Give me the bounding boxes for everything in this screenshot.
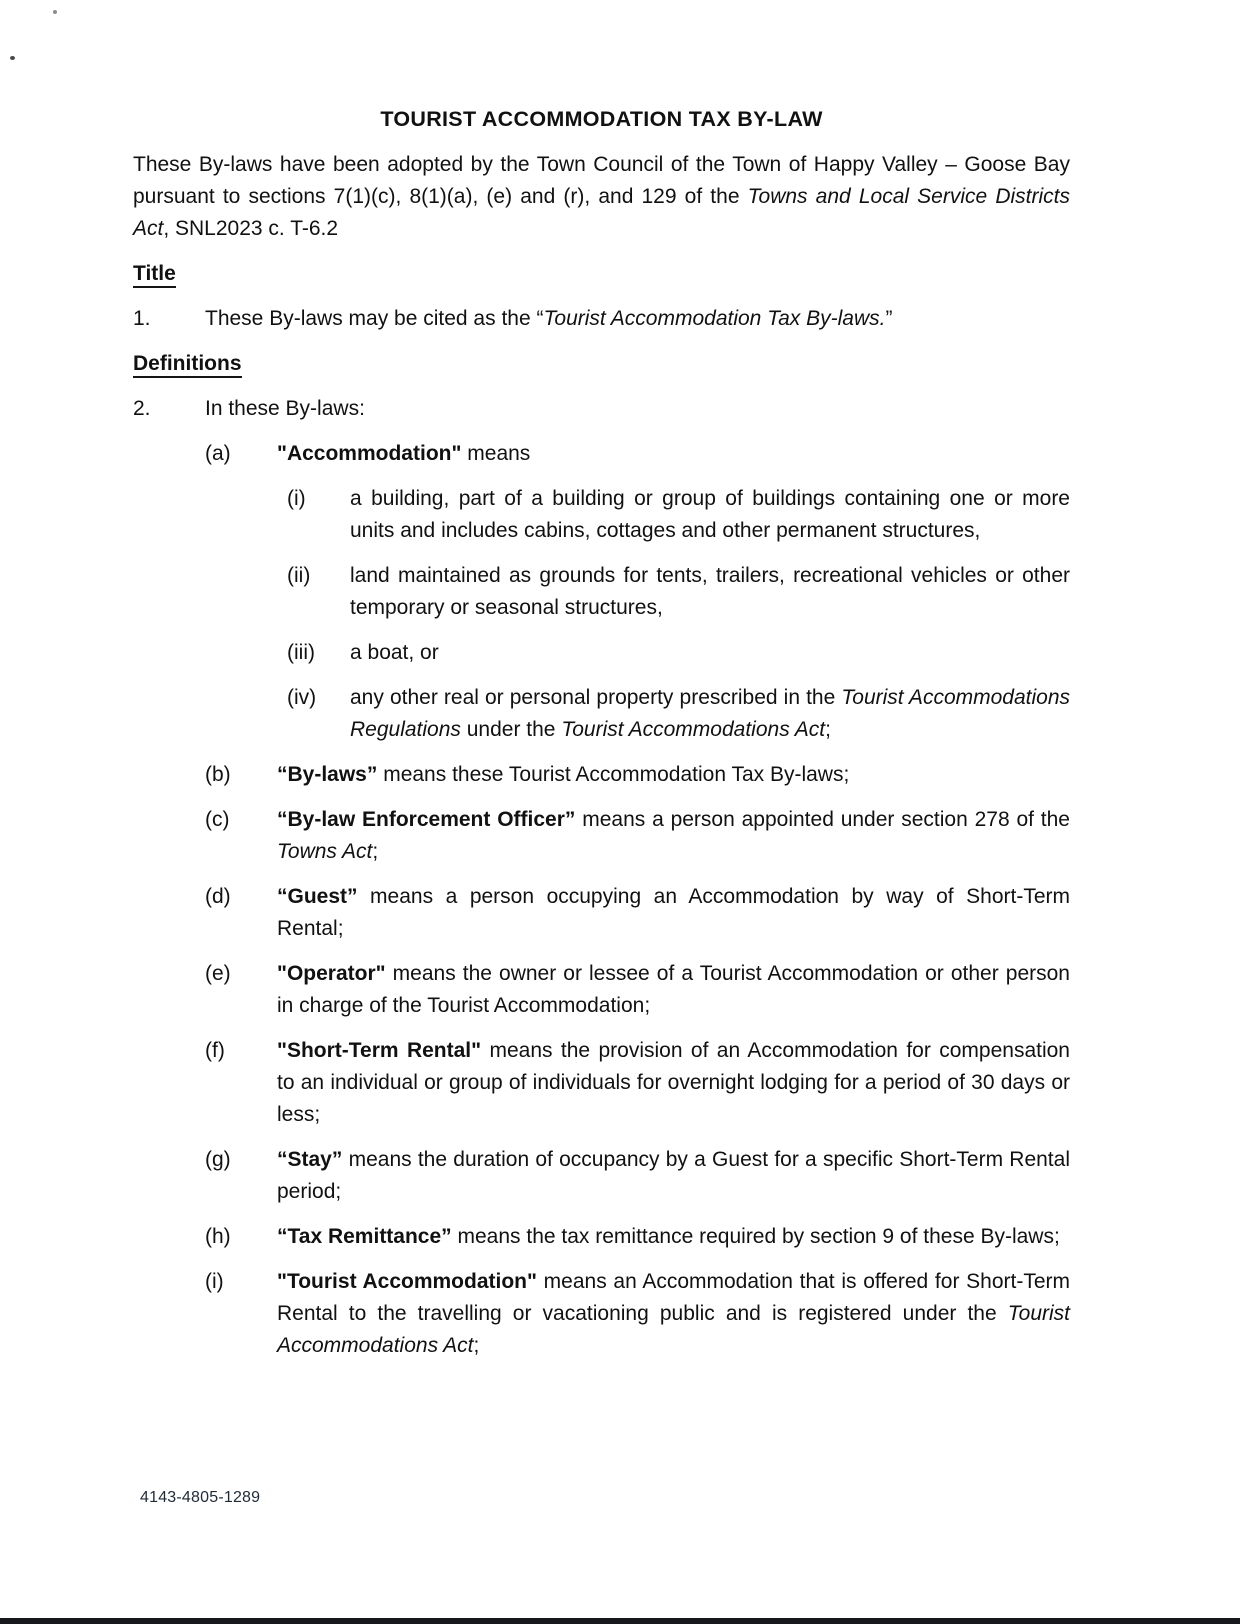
definition-c [133, 804, 1070, 868]
definition-d-text [277, 881, 1070, 945]
definition-c-term: “By-law Enforcement Officer” [277, 808, 576, 831]
definition-b-text [277, 759, 1070, 791]
definition-d-term: “Guest” [277, 885, 358, 908]
definition-a-sub-iii [133, 637, 1070, 669]
clause-1-lead: These By-laws may be cited as the “ [205, 307, 544, 330]
clause-2 [133, 393, 1070, 425]
clause-1-closing-quote: ” [885, 307, 893, 330]
definition-f [133, 1035, 1070, 1131]
definition-g-term: “Stay” [277, 1148, 343, 1171]
clause-2-number: 2. [133, 397, 151, 420]
definition-i-act-name: Tourist Accommodations Act [277, 1302, 1070, 1357]
definition-a-sub-iii-text: a boat, or [350, 641, 439, 664]
definition-a-text [277, 438, 1070, 470]
definition-c-text [277, 804, 1070, 868]
definition-d-body: means a person occupying an Accommodation by way of Short-Term Rental; [277, 885, 1070, 940]
definition-f-label: (f) [205, 1039, 225, 1062]
definition-g-body: means the duration of occupancy by a Guest for a specific Short-Term Rental period; [277, 1148, 1070, 1203]
section-heading-definitions-text: Definitions [133, 352, 242, 378]
section-heading-definitions [133, 348, 1070, 380]
definition-d-label: (d) [205, 885, 231, 908]
definition-e-term: "Operator" [277, 962, 386, 985]
definition-i-label: (i) [205, 1270, 224, 1293]
clause-1 [133, 303, 1070, 335]
scan-edge-strip [0, 1618, 1240, 1624]
definition-b-label: (b) [205, 763, 231, 786]
definition-a-sub-iv-act-name: Tourist Accommodations Act [561, 718, 826, 741]
definition-a-sub-i-label: (i) [287, 487, 306, 510]
document-number: 4143-4805-1289 [140, 1489, 261, 1506]
definition-a-sub-iii-label: (iii) [287, 641, 315, 664]
definition-a-label: (a) [205, 442, 231, 465]
definition-e-body: means the owner or lessee of a Tourist Accommodation or other person in charge of the Tourist Accommodation; [277, 962, 1070, 1017]
definition-f-text [277, 1035, 1070, 1131]
intro-act-name: Towns and Local Service Districts Act [133, 185, 1070, 240]
definition-a-sub-iv-label: (iv) [287, 686, 317, 709]
clause-2-text: In these By-laws: [205, 397, 365, 420]
intro-text: These By-laws have been adopted by the Town Council of the Town of Happy Valley – Goose Bay pursuant to sections 7(1)(c), 8(1)(a), (e) and (r), and 129 of the [133, 153, 1070, 208]
definition-a-sub-iv-body: any other real or personal property prescribed in the [350, 686, 842, 709]
scan-speck [53, 10, 57, 14]
definition-b-term: “By-laws” [277, 763, 378, 786]
clause-1-number: 1. [133, 307, 151, 330]
definition-a-term: "Accommodation" [277, 442, 462, 465]
definition-b [133, 759, 1070, 791]
definition-c-body: means a person appointed under section 278 of the [575, 808, 1070, 831]
definition-a-sub-iv-terminator: ; [825, 718, 831, 741]
definition-a-sub-ii-text: land maintained as grounds for tents, trailers, recreational vehicles or other temporary or seasonal structures, [350, 564, 1070, 619]
intro-citation: , SNL2023 c. T-6.2 [163, 217, 339, 240]
definition-e-label: (e) [205, 962, 231, 985]
definition-a-sub-iv-connector: under the [460, 718, 562, 741]
definition-g [133, 1144, 1070, 1208]
definition-h-label: (h) [205, 1225, 231, 1248]
definition-h-text [277, 1221, 1070, 1253]
definition-i [133, 1266, 1070, 1362]
definition-f-body: means the provision of an Accommodation for compensation to an individual or group of individuals for overnight lodging for a period of 30 days or less; [277, 1039, 1070, 1126]
definition-d [133, 881, 1070, 945]
scan-speck [10, 56, 15, 60]
definition-h [133, 1221, 1070, 1253]
definition-i-terminator: ; [473, 1334, 480, 1357]
clause-1-cited-title: Tourist Accommodation Tax By-laws. [543, 307, 886, 330]
definition-a-body: means [461, 442, 531, 465]
clause-1-text [205, 303, 1070, 335]
definition-c-terminator: ; [372, 840, 379, 863]
definition-g-text [277, 1144, 1070, 1208]
document-page [133, 103, 1070, 1375]
definition-e-text [277, 958, 1070, 1022]
definition-a-sub-iv-text [350, 682, 1070, 746]
definition-b-body: means these Tourist Accommodation Tax By-laws; [377, 763, 850, 786]
definition-a [133, 438, 1070, 470]
definition-e [133, 958, 1070, 1022]
definition-h-term: “Tax Remittance” [277, 1225, 452, 1248]
section-heading-title-text: Title [133, 262, 176, 288]
definition-c-label: (c) [205, 808, 230, 831]
definition-c-act-name: Towns Act [277, 840, 373, 863]
section-heading-title [133, 258, 1070, 290]
definition-i-text [277, 1266, 1070, 1362]
definition-a-sub-i-text: a building, part of a building or group of buildings containing one or more units and includes cabins, cottages and other permanent structures, [350, 487, 1070, 542]
definition-a-sub-ii-label: (ii) [287, 564, 311, 587]
definition-a-sub-iv [133, 682, 1070, 746]
intro-paragraph [133, 149, 1070, 245]
definition-g-label: (g) [205, 1148, 231, 1171]
definition-h-body: means the tax remittance required by section 9 of these By-laws; [451, 1225, 1060, 1248]
page-title: TOURIST ACCOMMODATION TAX BY-LAW [380, 107, 823, 131]
definition-a-sub-ii [133, 560, 1070, 624]
definition-i-body: means an Accommodation that is offered for Short-Term Rental to the travelling or vacationing public and is registered under the [277, 1270, 1070, 1325]
definition-a-sub-i [133, 483, 1070, 547]
definition-a-sub-iv-regulations-name: Tourist Accommodations Regulations [350, 686, 1071, 741]
definition-i-term: "Tourist Accommodation" [277, 1270, 537, 1293]
definition-f-term: "Short-Term Rental" [277, 1039, 482, 1062]
